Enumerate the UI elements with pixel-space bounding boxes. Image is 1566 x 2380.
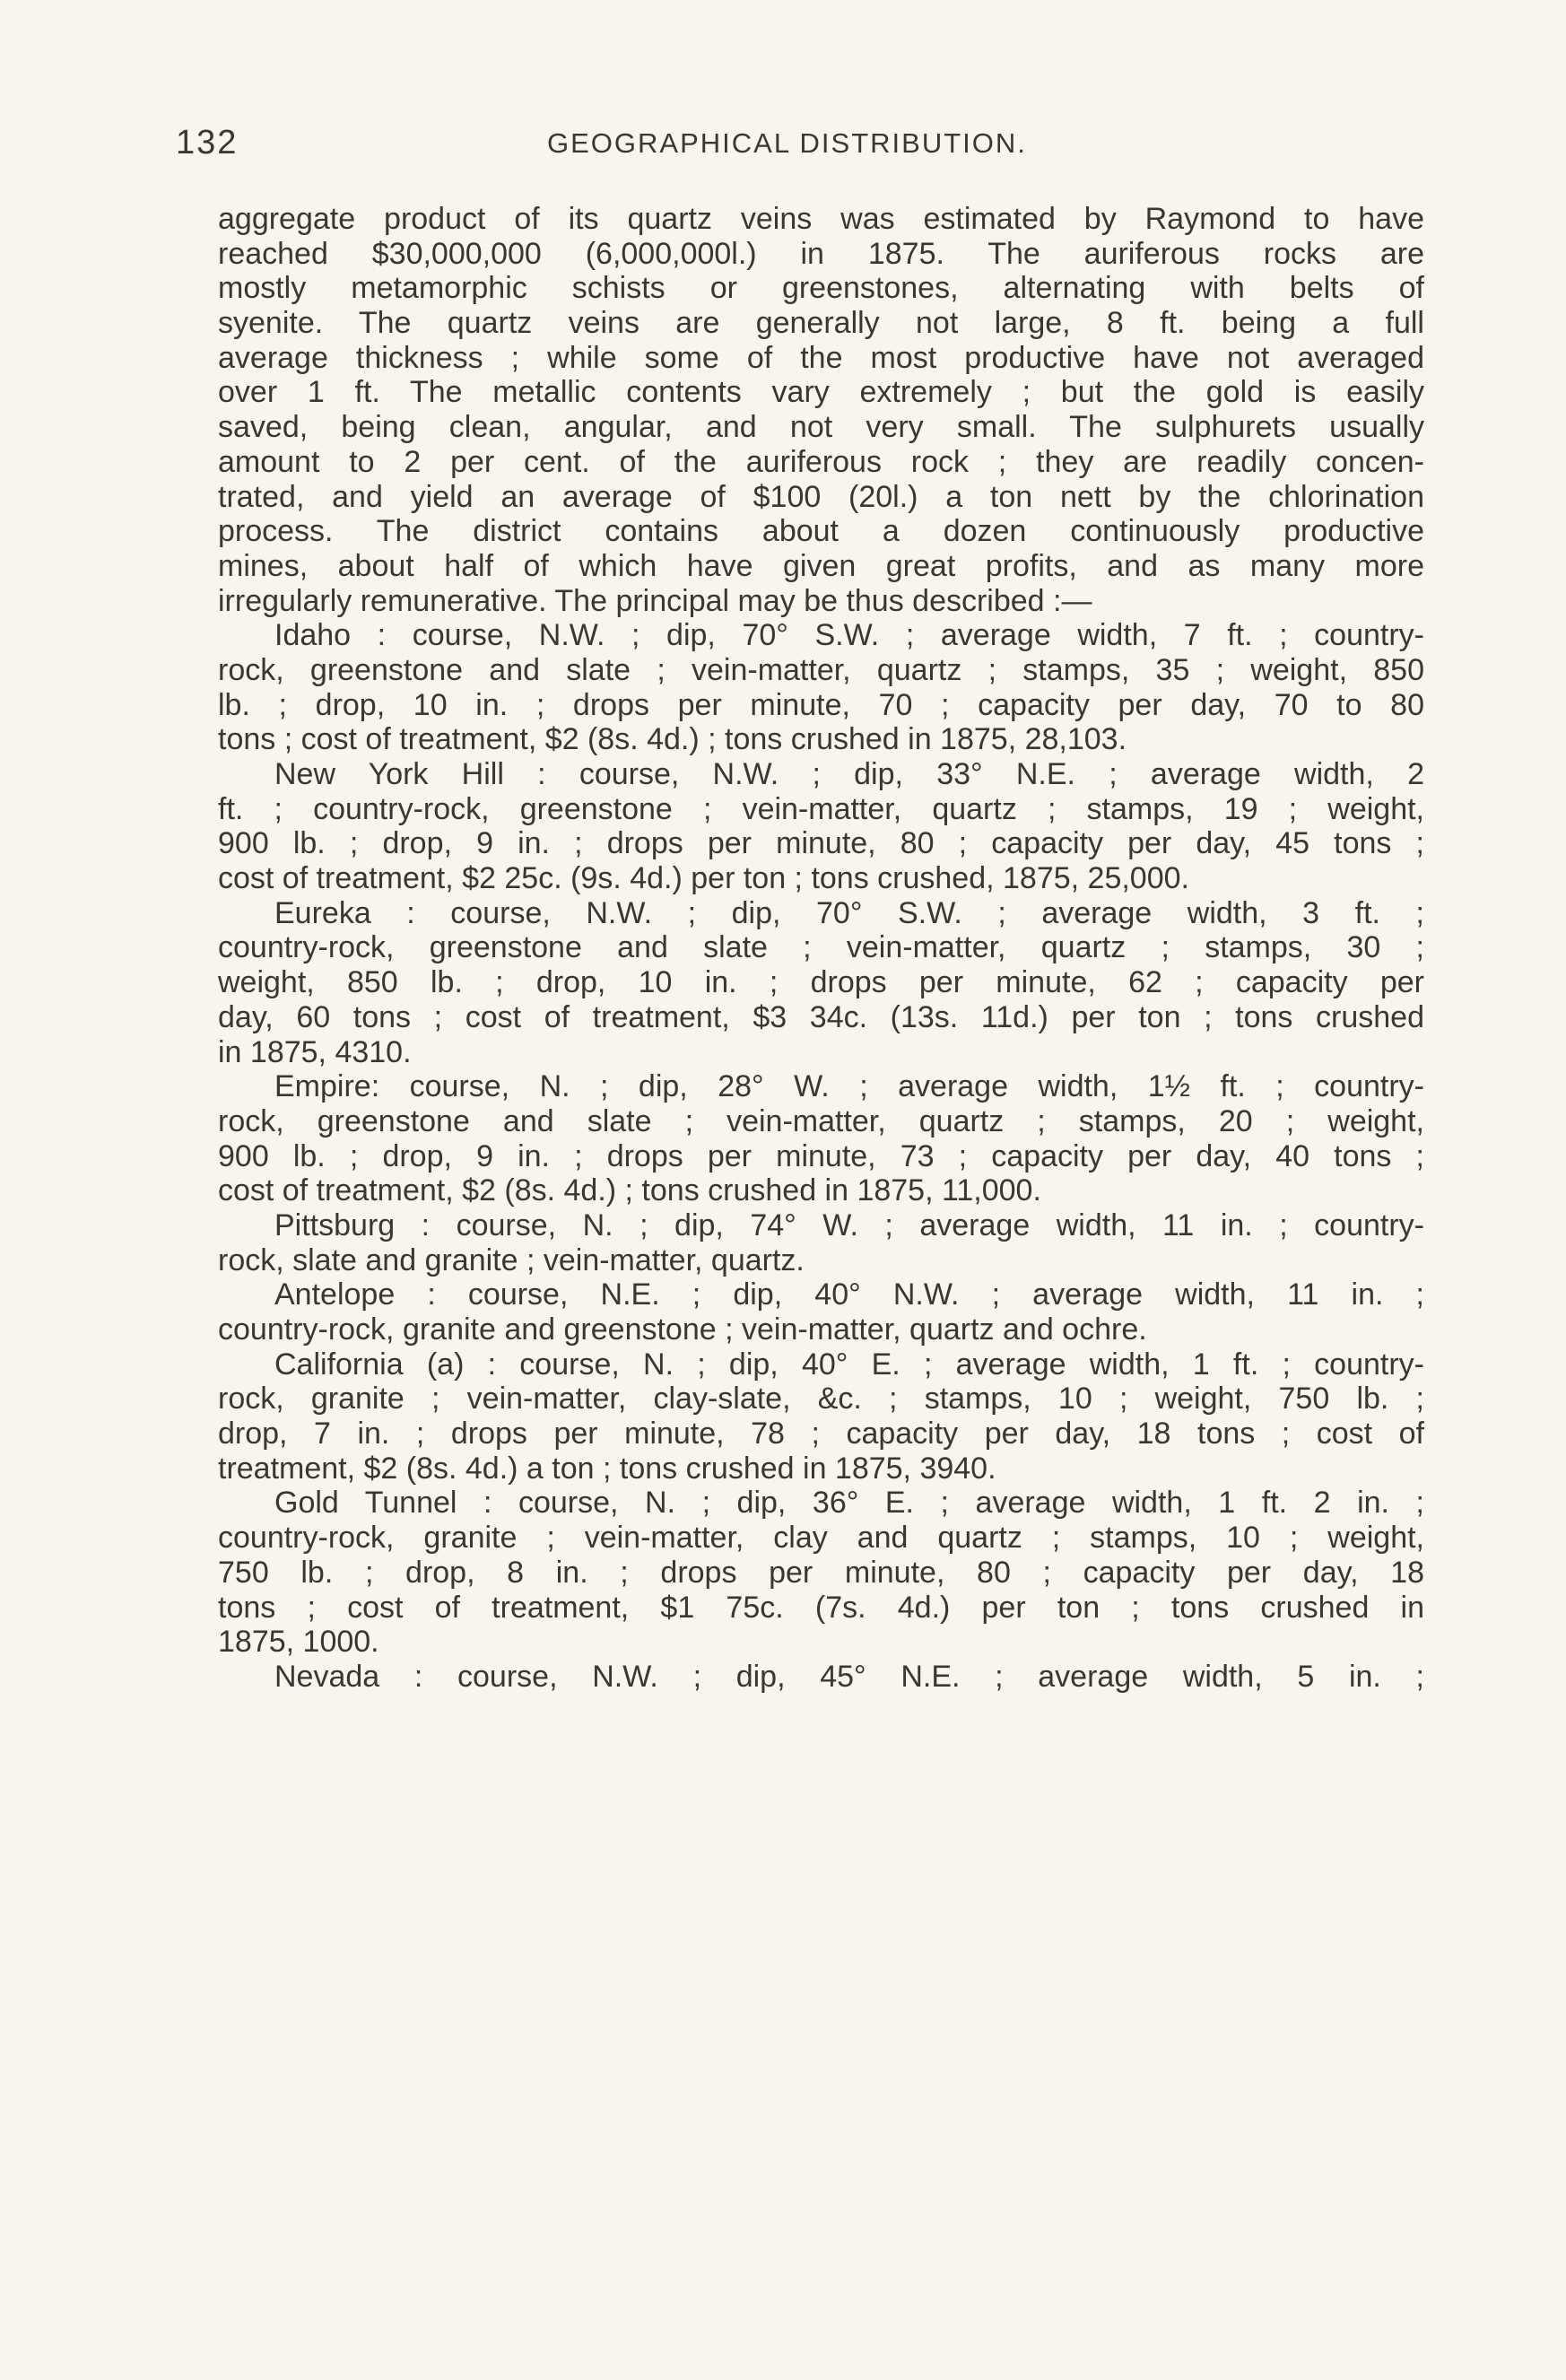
california-paragraph [218,1347,1424,1486]
text-line: over 1 ft. The metallic contents vary extremely ; but the gold is easily [218,375,1424,410]
text-line: irregularly remunerative. The principal may be thus described :— [218,583,1092,618]
text-line: Idaho : course, N.W. ; dip, 70° S.W. ; average width, 7 ft. ; country- [274,618,1424,653]
text-line: reached $30,000,000 (6,000,000l.) in 1875. The auriferous rocks are [218,236,1424,271]
text-line: tons ; cost of treatment, $2 (8s. 4d.) ; tons crushed in 1875, 28,103. [218,722,1127,757]
text-line: rock, greenstone and slate ; vein-matter, quartz ; stamps, 20 ; weight, [218,1103,1424,1138]
empire-paragraph [218,1069,1424,1208]
text-line: country-rock, granite ; vein-matter, clay and quartz ; stamps, 10 ; weight, [218,1521,1424,1556]
intro-paragraph [218,202,1424,618]
text-line: mines, about half of which have given great profits, and as many more [218,548,1424,583]
text-line: 900 lb. ; drop, 9 in. ; drops per minute, 80 ; capacity per day, 45 tons ; [218,826,1424,861]
gold-tunnel-paragraph [218,1486,1424,1659]
text-line: syenite. The quartz veins are generally not large, 8 ft. being a full [218,306,1424,341]
text-line: 900 lb. ; drop, 9 in. ; drops per minute, 73 ; capacity per day, 40 tons ; [218,1138,1424,1173]
text-line: saved, being clean, angular, and not very small. The sulphurets usually [218,410,1424,445]
body-text [218,202,1424,1695]
antelope-paragraph [218,1277,1424,1347]
text-line: 750 lb. ; drop, 8 in. ; drops per minute, 80 ; capacity per day, 18 [218,1555,1424,1590]
text-line: Eureka : course, N.W. ; dip, 70° S.W. ; average width, 3 ft. ; [274,895,1424,930]
text-line: Empire: course, N. ; dip, 28° W. ; average width, 1½ ft. ; country- [274,1069,1424,1104]
text-line: drop, 7 in. ; drops per minute, 78 ; capacity per day, 18 tons ; cost of [218,1417,1424,1452]
text-line: treatment, $2 (8s. 4d.) a ton ; tons crushed in 1875, 3940. [218,1451,996,1486]
text-line: ft. ; country-rock, greenstone ; vein-matter, quartz ; stamps, 19 ; weight, [218,791,1424,826]
text-line: cost of treatment, $2 25c. (9s. 4d.) per ton ; tons crushed, 1875, 25,000. [218,861,1189,896]
text-line: Nevada : course, N.W. ; dip, 45° N.E. ; average width, 5 in. ; [274,1659,1424,1694]
running-title: GEOGRAPHICAL DISTRIBUTION. [547,127,1027,159]
text-line: aggregate product of its quartz veins was estimated by Raymond to have [218,202,1424,236]
pittsburg-paragraph [218,1208,1424,1277]
text-line: rock, greenstone and slate ; vein-matter, quartz ; stamps, 35 ; weight, 850 [218,652,1424,687]
text-line: Gold Tunnel : course, N. ; dip, 36° E. ; average width, 1 ft. 2 in. ; [274,1486,1424,1521]
text-line: trated, and yield an average of $100 (20l.) a ton nett by the chlorination [218,479,1424,514]
new-york-hill-paragraph [218,757,1424,896]
text-line: tons ; cost of treatment, $1 75c. (7s. 4d.) per ton ; tons crushed in [218,1590,1424,1625]
eureka-paragraph [218,896,1424,1069]
running-head [176,124,1431,169]
text-line: process. The district contains about a dozen continuously productive [218,514,1424,549]
text-line: 1875, 1000. [218,1625,379,1660]
nevada-paragraph [218,1660,1424,1695]
text-line: rock, granite ; vein-matter, clay-slate, &c. ; stamps, 10 ; weight, 750 lb. ; [218,1382,1424,1417]
text-line: weight, 850 lb. ; drop, 10 in. ; drops per minute, 62 ; capacity per [218,965,1424,1000]
text-line: average thickness ; while some of the most productive have not averaged [218,340,1424,375]
text-line: country-rock, granite and greenstone ; vein-matter, quartz and ochre. [218,1312,1147,1347]
text-line: Antelope : course, N.E. ; dip, 40° N.W. ; average width, 11 in. ; [274,1277,1424,1312]
text-line: cost of treatment, $2 (8s. 4d.) ; tons crushed in 1875, 11,000. [218,1173,1041,1208]
text-line: amount to 2 per cent. of the auriferous rock ; they are readily concen- [218,444,1424,479]
text-line: country-rock, greenstone and slate ; vein-matter, quartz ; stamps, 30 ; [218,930,1424,965]
page-number: 132 [176,124,239,161]
text-line: in 1875, 4310. [218,1034,412,1069]
text-line: California (a) : course, N. ; dip, 40° E. ; average width, 1 ft. ; country- [274,1347,1424,1382]
text-line: mostly metamorphic schists or greenstones, alternating with belts of [218,271,1424,306]
text-line: rock, slate and granite ; vein-matter, quartz. [218,1242,805,1277]
text-line: Pittsburg : course, N. ; dip, 74° W. ; average width, 11 in. ; country- [274,1207,1424,1242]
text-line: lb. ; drop, 10 in. ; drops per minute, 70 ; capacity per day, 70 to 80 [218,687,1424,722]
idaho-paragraph [218,618,1424,757]
text-line: day, 60 tons ; cost of treatment, $3 34c. (13s. 11d.) per ton ; tons crushed [218,999,1424,1034]
text-line: New York Hill : course, N.W. ; dip, 33° N.E. ; average width, 2 [274,757,1424,791]
